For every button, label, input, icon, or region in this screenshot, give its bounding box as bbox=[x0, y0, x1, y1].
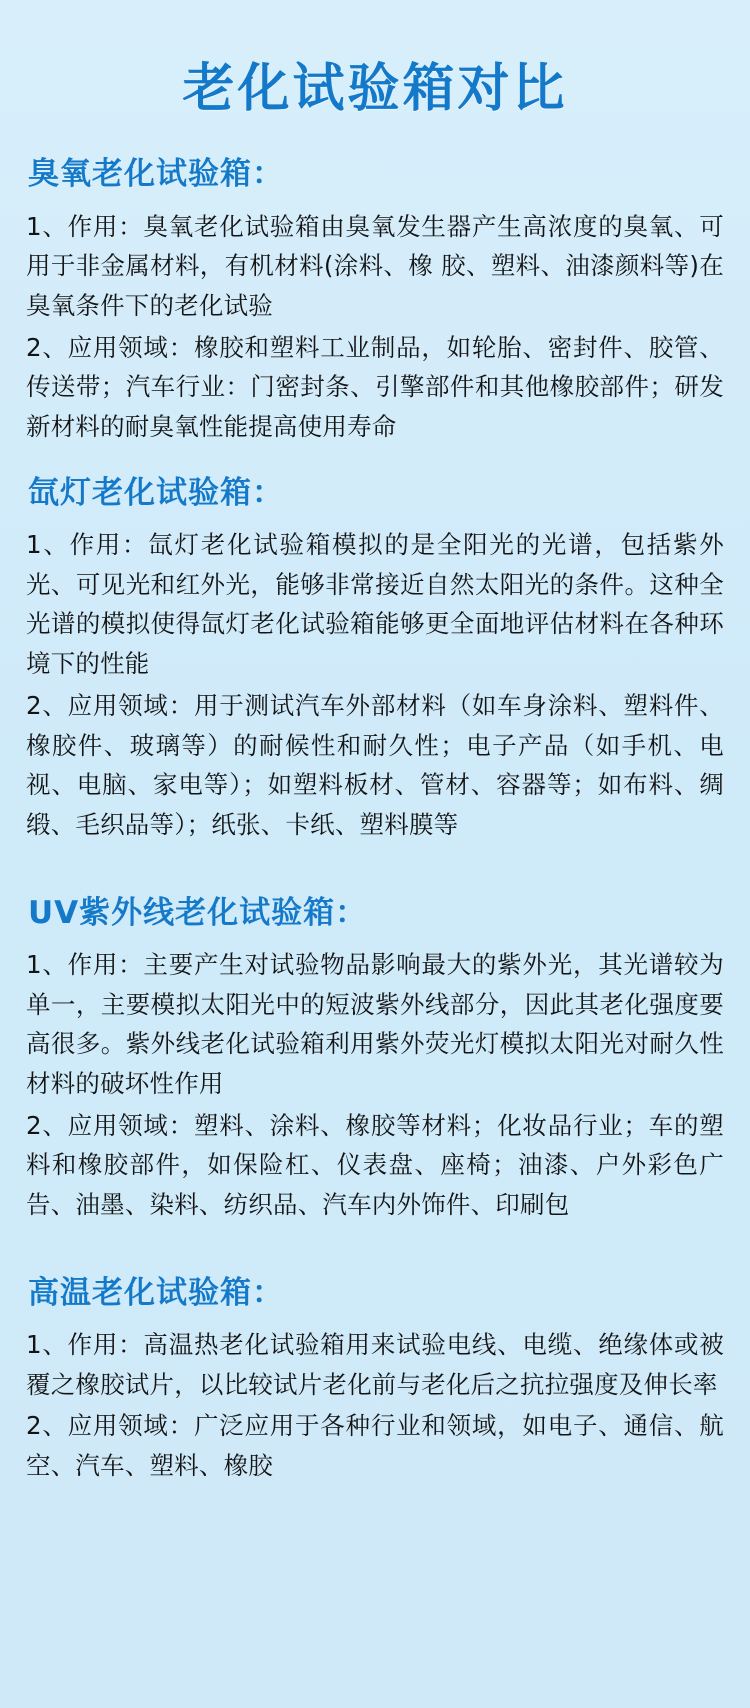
section-xenon-lamp-aging-chamber bbox=[26, 473, 724, 845]
section-heading: 高温老化试验箱： bbox=[28, 1274, 284, 1311]
section-paragraph: 1、作用：主要产生对试验物品影响最大的紫外光，其光谱较为单一，主要模拟太阳光中的短波紫外线部分，因此其老化强度要高很多。紫外线老化试验箱利用紫外荧光灯模拟太阳光对耐久性材料的破坏性作用 bbox=[26, 949, 724, 1098]
section-paragraph: 2、应用领域：用于测试汽车外部材料（如车身涂料、塑料件、橡胶件、玻璃等）的耐候性和耐久性；电子产品（如手机、电视、电脑、家电等）；如塑料板材、管材、容器等；如布料、绸缎、毛织品等）；纸张、卡纸、塑料膜等 bbox=[26, 690, 724, 839]
section-high-temperature-aging-chamber bbox=[26, 1273, 724, 1486]
section-heading: 臭氧老化试验箱： bbox=[28, 156, 284, 193]
section-uv-aging-chamber bbox=[26, 893, 724, 1225]
page-title: 老化试验箱对比 bbox=[182, 59, 568, 119]
section-ozone-aging-chamber bbox=[26, 154, 724, 446]
section-paragraph: 2、应用领域：广泛应用于各种行业和领域，如电子、通信、航空、汽车、塑料、橡胶 bbox=[26, 1411, 724, 1481]
section-paragraph: 2、应用领域：橡胶和塑料工业制品，如轮胎、密封件、胶管、传送带；汽车行业：门密封条、引擎部件和其他橡胶部件；研发新材料的耐臭氧性能提高使用寿命 bbox=[26, 332, 724, 442]
section-paragraph: 1、作用：臭氧老化试验箱由臭氧发生器产生高浓度的臭氧、可用于非金属材料，有机材料(涂料、橡 胶、塑料、油漆颜料等)在臭氧条件下的老化试验 bbox=[26, 211, 724, 321]
section-paragraph: 1、作用：高温热老化试验箱用来试验电线、电缆、绝缘体或被覆之橡胶试片，以比较试片老化前与老化后之抗拉强度及伸长率 bbox=[26, 1330, 724, 1399]
section-heading: UV紫外线老化试验箱： bbox=[28, 894, 368, 931]
section-heading: 氙灯老化试验箱： bbox=[28, 474, 284, 511]
section-paragraph: 2、应用领域：塑料、涂料、橡胶等材料；化妆品行业；车的塑料和橡胶部件，如保险杠、仪表盘、座椅；油漆、户外彩色广告、油墨、染料、纺织品、汽车内外饰件、印刷包 bbox=[26, 1110, 724, 1220]
section-paragraph: 1、作用：氙灯老化试验箱模拟的是全阳光的光谱，包括紫外光、可见光和红外光，能够非常接近自然太阳光的条件。这种全光谱的模拟使得氙灯老化试验箱能够更全面地评估材料在各种环境下的性能 bbox=[26, 530, 724, 679]
